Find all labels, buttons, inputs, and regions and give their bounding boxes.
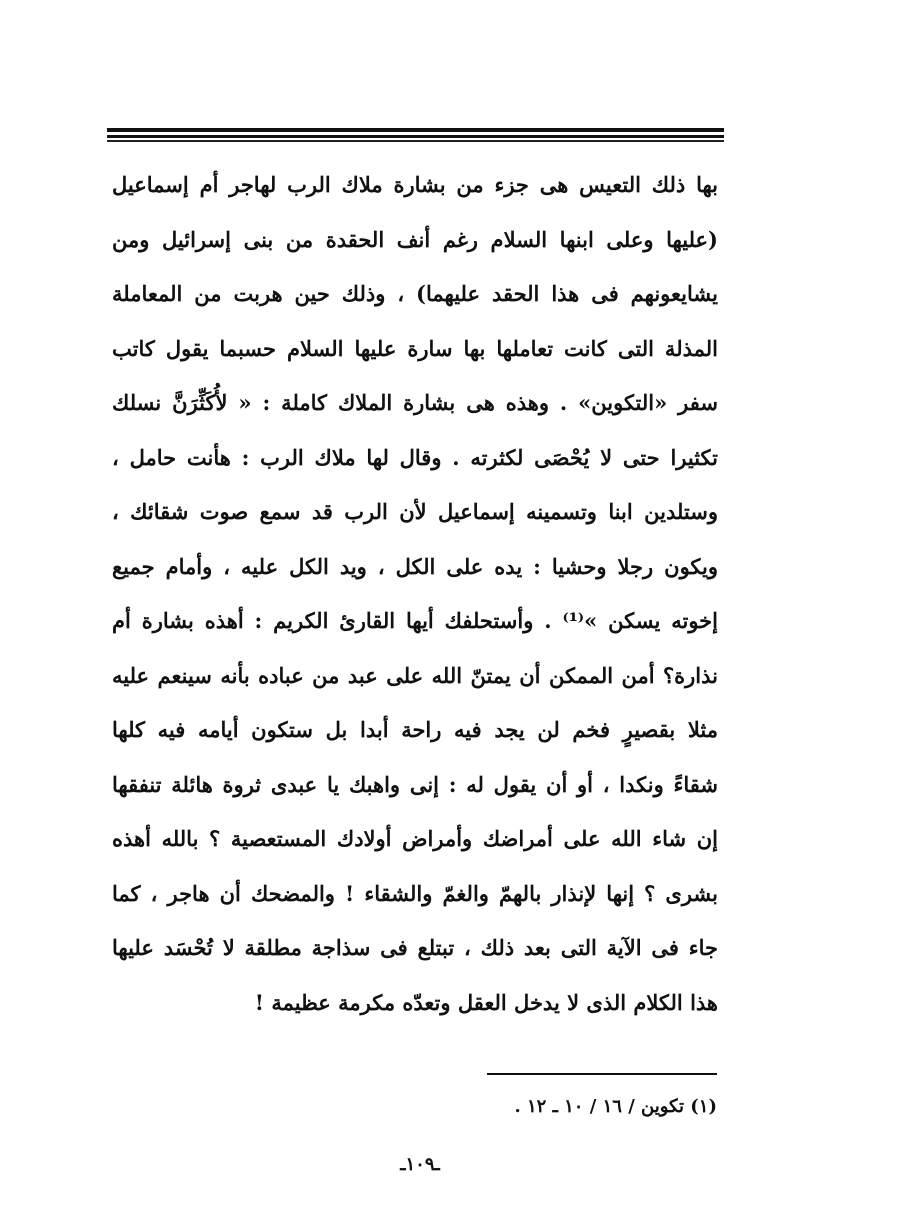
text-line-last: هذا الكلام الذى لا يدخل العقل وتعدّه مكرمة عظيمة ! [254,989,718,1015]
body-text [112,158,718,1030]
text-line: سفر «التكوين» . وهذه هى بشارة الملاك كاملة : « لأُكَثِّرَنَّ نسلك [112,390,718,415]
page-number: ـ١٠٩ـ [400,1154,440,1175]
header-rule-line [107,140,724,142]
text-line: نذارة؟ أمن الممكن أن يمتنّ الله على عبد من عباده بأنه سينعم عليه [112,662,718,688]
text-line: (عليها وعلى ابنها السلام رغم أنف الحقدة من بنى إسرائيل ومن [112,226,718,252]
text-line: بها ذلك التعيس هى جزء من بشارة ملاك الرب لهاجر أم إسماعيل [112,172,718,197]
text-line: وستلدين ابنا وتسمينه إسماعيل لأن الرب قد سمع صوت شقائك ، [112,499,718,524]
header-rule-line [107,135,724,138]
text-line: إن شاء الله على أمراضك وأمراض أولادك المستعصية ؟ بالله أهذه [112,826,718,851]
footnote-rule [487,1073,717,1075]
text-line: يشايعونهم فى هذا الحقد عليهما) ، وذلك حين هربت من المعاملة [112,281,718,306]
header-rule-line [107,128,724,132]
text-line: شقاءً ونكدا ، أو أن يقول له : إنى واهبك يا عبدى ثروة هائلة تنفقها [112,771,718,797]
text-line: جاء فى الآية التى بعد ذلك ، تبتلع فى سذاجة مطلقة لا تُحْسَد عليها [112,935,718,960]
footnote: (١) تكوين / ١٦ / ١٠ ـ ١٢ . [514,1096,717,1117]
text-line: بشرى ؟ إنها لإنذار بالهمّ والغمّ والشقاء ! والمضحك أن هاجر ، كما [112,880,718,906]
text-line: مثلا بقصيرٍ فخم لن يجد فيه راحة أبدا بل ستكون أيامه فيه كلها [112,717,718,742]
text-line: إخوته يسكن »⁽¹⁾ . وأستحلفك أيها القارئ الكريم : أهذه بشارة أم [112,608,718,633]
text-line: ويكون رجلا وحشيا : يده على الكل ، ويد الكل عليه ، وأمام جميع [112,553,718,579]
text-line: تكثيرا حتى لا يُحْصَى لكثرته . وقال لها ملاك الرب : هأنت حامل ، [112,444,718,470]
text-line: المذلة التى كانت تعاملها بها سارة عليها السلام حسبما يقول كاتب [112,335,718,361]
header-rule [107,128,724,144]
